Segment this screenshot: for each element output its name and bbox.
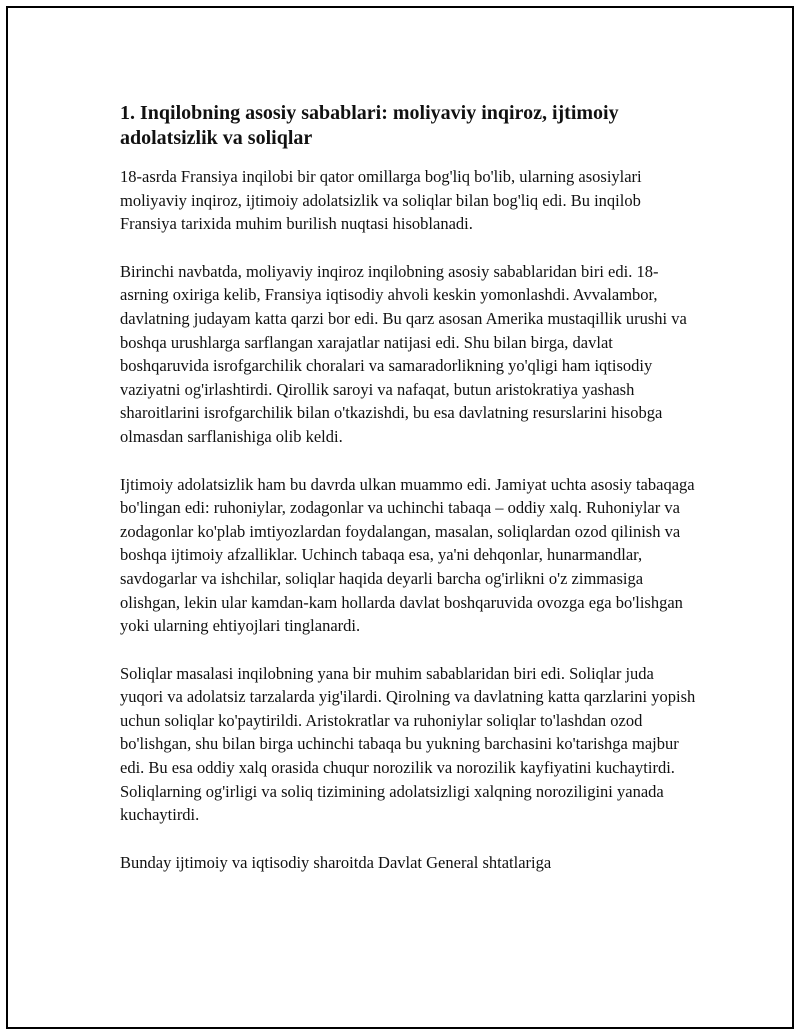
paragraph-financial-crisis: Birinchi navbatda, moliyaviy inqiroz inqilobning asosiy sabablaridan biri edi. 18-asrning oxiriga kelib, Fransiya iqtisodiy ahvoli keskin yomonlashdi. Avvalambor, davlatning judayam katta qarzi bor edi. Bu qarz asosan Amerika mustaqillik urushi va boshqa urushlarga sarflangan xarajatlar natijasi edi. Shu bilan birga, davlat boshqaruvida isrofgarchilik choralari va samaradorlikning yo'qligi ham iqtisodiy vaziyatni og'irlashtirdi. Qirollik saroyi va nafaqat, butun aristokratiya yashash sharoitlarini isrofgarchilik bilan o'tkazishdi, bu esa davlatning resurslarini hisobga olmasdan sarflanishiga olib keldi. [120,261,687,446]
paragraph-intro: 18-asrda Fransiya inqilobi bir qator omillarga bog'liq bo'lib, ularning asosiylari moliyaviy inqiroz, ijtimoiy adolatsizlik va soliqlar bilan bog'liq edi. Bu inqilob Fransiya tarixida muhim burilish nuqtasi hisoblanadi. [120,167,642,234]
paragraph-taxes: Soliqlar masalasi inqilobning yana bir muhim sabablaridan biri edi. Soliqlar juda yuqori va adolatsiz tarzalarda yig'ilardi. Qirolning va davlatning katta qarzlarini yopish uchun soliqlar ko'paytirildi. Aristokratlar va ruhoniylar soliqlar to'lashdan ozod bo'lishgan, shu bilan birga uchinchi tabaqa bu yukning barchasini ko'tarishga majbur edi. Bu esa oddiy xalq orasida chuqur norozilik va norozilik kayfiyatini kuchaytirdi. Soliqlarning og'irligi va soliq tizimining adolatsizligi xalqning noroziligini yanada kuchaytirdi. [120,663,696,825]
page-frame [6,6,794,1029]
document-body [120,101,700,898]
section-heading: 1. Inqilobning asosiy sabablari: moliyaviy inqiroz, ijtimoiy adolatsizlik va soliqlar [120,102,619,149]
paragraph-estates-general: Bunday ijtimoiy va iqtisodiy sharoitda Davlat General shtatlariga [120,852,552,872]
paragraph-social-injustice: Ijtimoiy adolatsizlik ham bu davrda ulkan muammo edi. Jamiyat uchta asosiy tabaqaga bo'lingan edi: ruhoniylar, zodagonlar va uchinchi tabaqa – oddiy xalq. Ruhoniylar va zodagonlar ko'plab imtiyozlardan foydalangan, masalan, soliqlardan ozod qilinish va boshqa ijtimoiy afzalliklar. Uchinch tabaqa esa, ya'ni dehqonlar, hunarmandlar, savdogarlar va ishchilar, soliqlar haqida deyarli barcha og'irlikni o'z zimmasiga olishgan, lekin ular kamdan-kam hollarda davlat boshqaruvida ovozga ega bo'lishgan yoki ularning ehtiyojlari tinglanardi. [120,474,695,636]
